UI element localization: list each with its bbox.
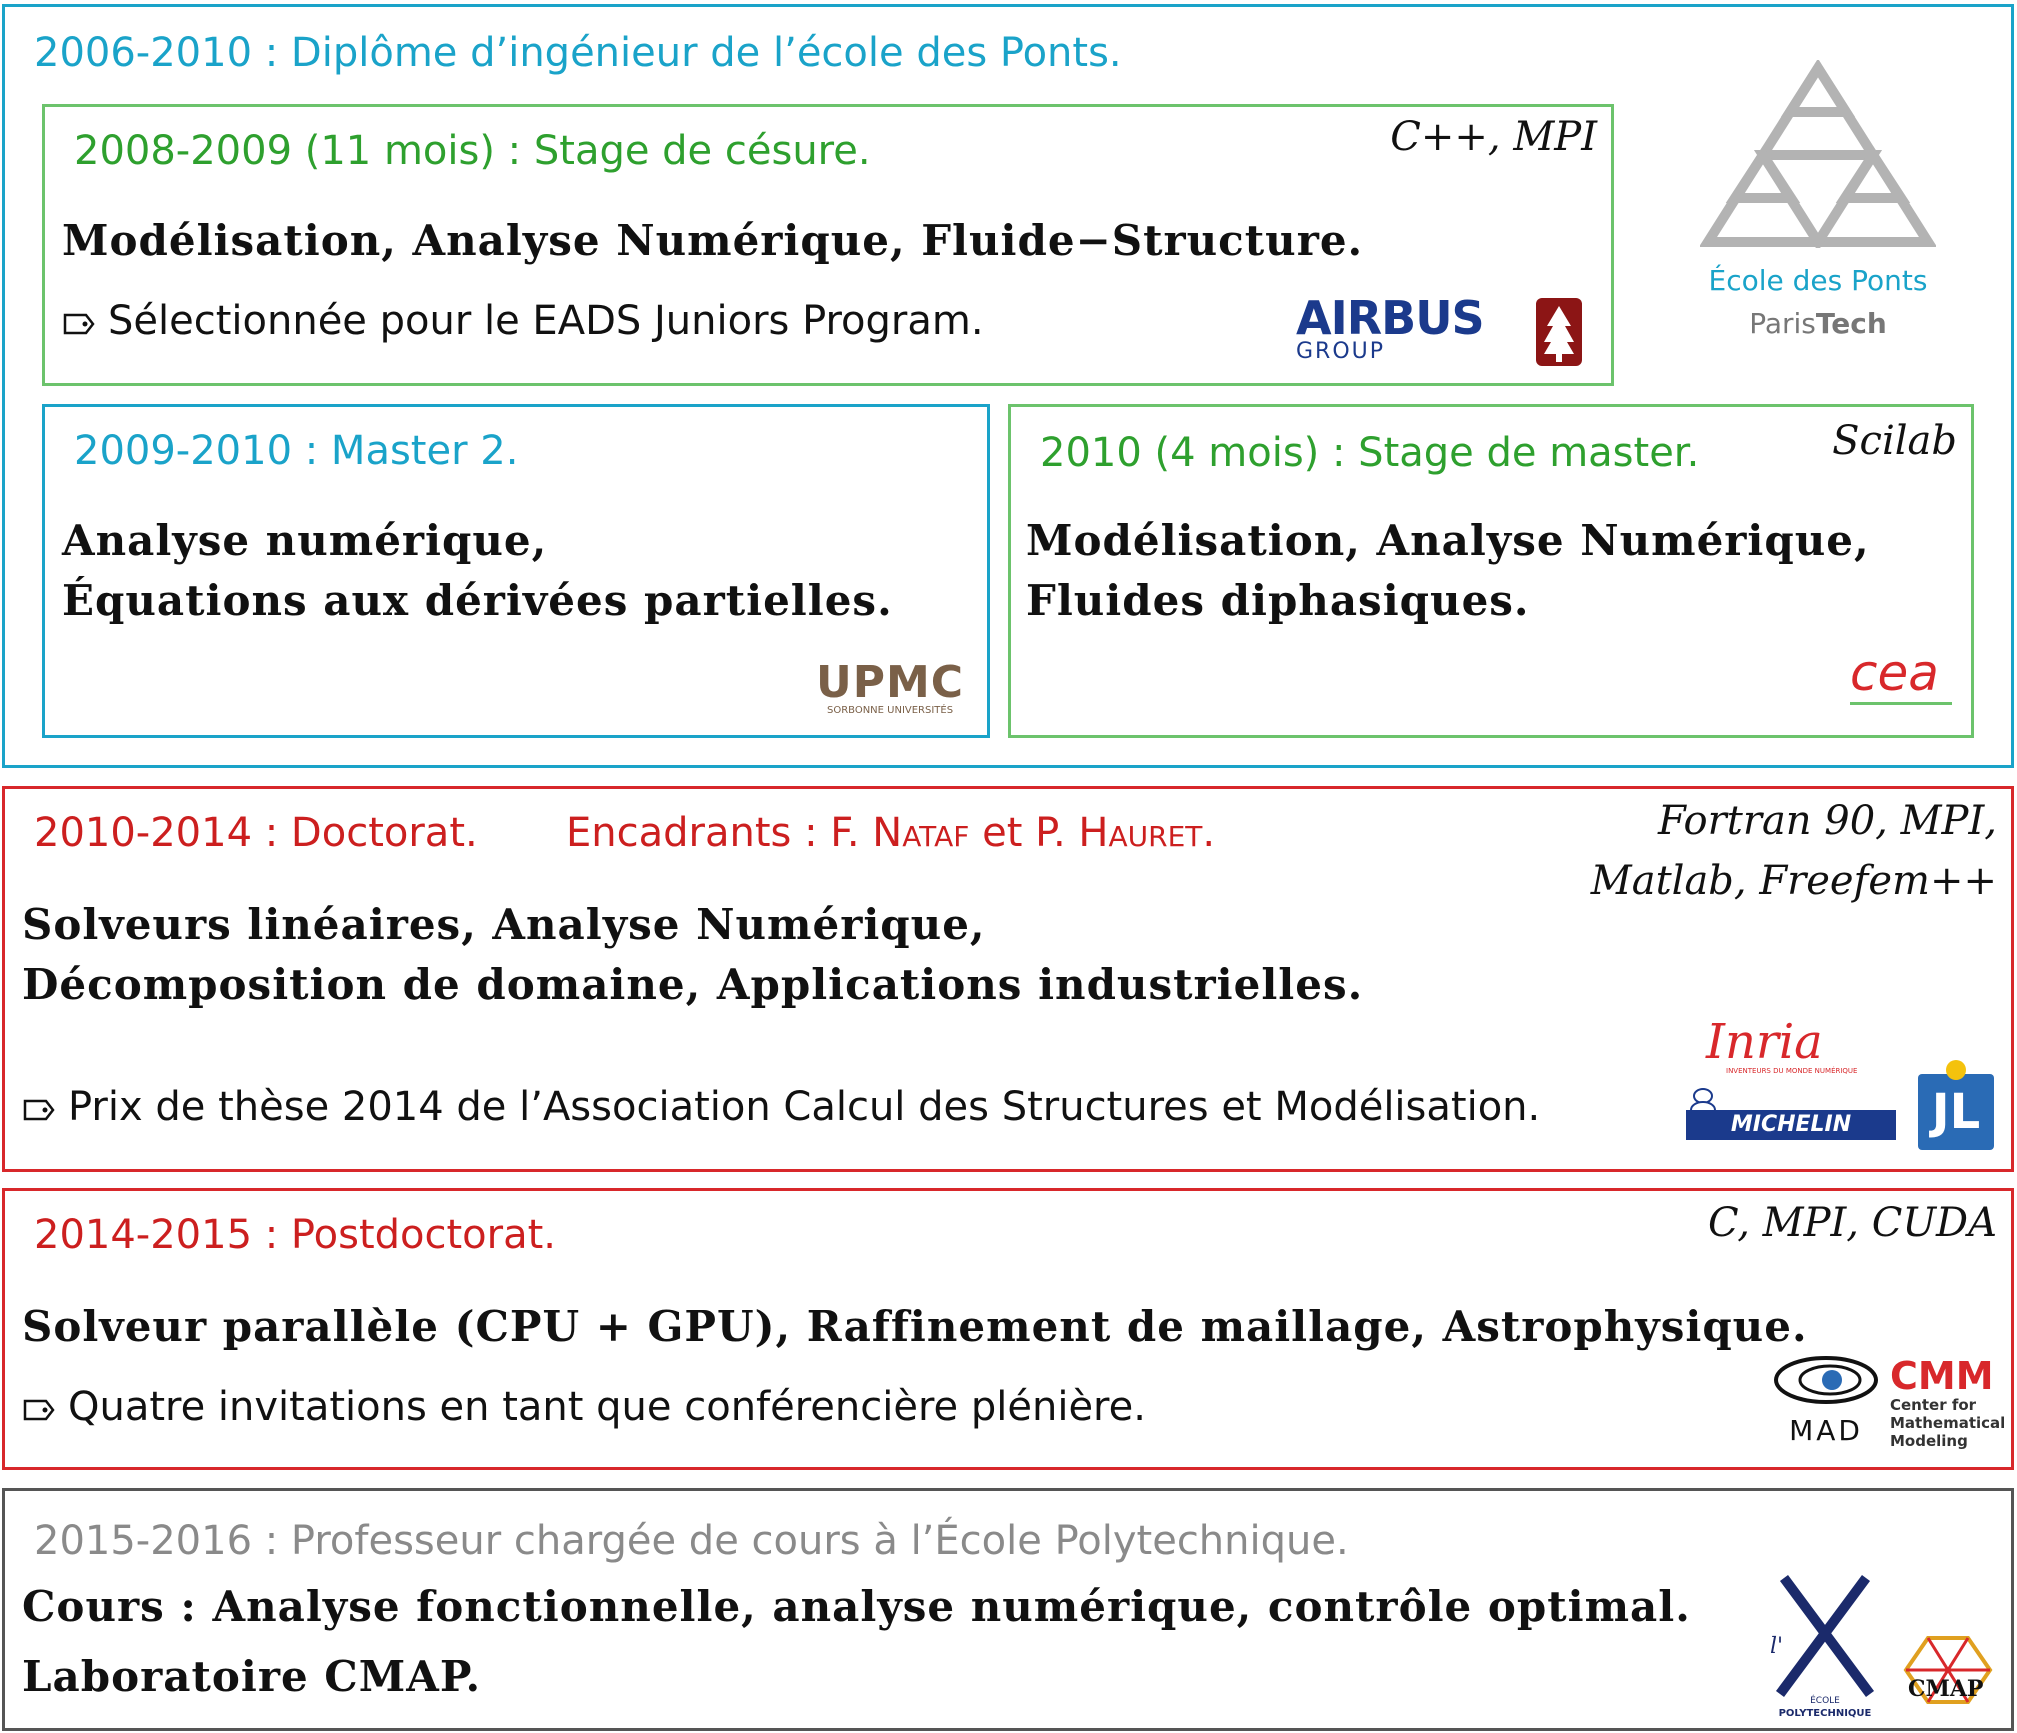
master2-topics-1: Analyse numérique, (62, 516, 548, 565)
cmap-logo (1898, 1630, 1998, 1710)
postdoc-header: 2014-2015 : Postdoctorat. (34, 1212, 556, 1258)
cesure-topics: Modélisation, Analyse Numérique, Fluide−Structure. (62, 216, 1364, 265)
polytechnique-topics-2: Laboratoire CMAP. (22, 1652, 482, 1701)
cea-logo-text: cea (1850, 644, 1939, 702)
ponts-logo-line1: École des Ponts (1708, 264, 1928, 297)
supervisors-mid: et P. (969, 810, 1079, 856)
stage-master-topics-2: Fluides diphasiques. (1026, 576, 1530, 625)
x-logo-sub2: POLYTECHNIQUE (1778, 1708, 1872, 1719)
cmm-logo-l2: Mathematical (1890, 1414, 2006, 1432)
tag-icon (22, 1086, 56, 1132)
michelin-logo-text: MICHELIN (1686, 1110, 1896, 1140)
doctorat-supervisors (566, 810, 1215, 856)
supervisors-prefix: Encadrants : F. (566, 810, 873, 856)
upmc-logo-sub: SORBONNE UNIVERSITÉS (826, 705, 954, 716)
tag-icon (62, 300, 96, 346)
cea-logo (1850, 644, 1952, 705)
x-logo-small: l' (1770, 1634, 1784, 1659)
ponts-logo-paris: Paris (1749, 307, 1816, 340)
airbus-logo-sub: GROUP (1296, 339, 1386, 364)
postdoc-note-text: Quatre invitations en tant que conférencière plénière. (68, 1384, 1146, 1430)
doctorat-tech-1: Fortran 90, MPI, (1657, 798, 1997, 844)
ponts-logo-tech: Tech (1815, 307, 1887, 340)
cesure-tech: C++, MPI (1390, 114, 1597, 160)
cmm-logo-l1: Center for (1890, 1396, 1977, 1414)
tag-icon (22, 1386, 56, 1432)
airbus-logo (1296, 291, 1484, 364)
x-icon (1770, 1572, 1880, 1702)
master2-topics-2: Équations aux dérivées partielles. (62, 576, 893, 625)
master2-header: 2009-2010 : Master 2. (74, 428, 519, 474)
ponts-logo-line2 (1700, 307, 1936, 340)
cmap-logo-text: CMAP (1908, 1676, 1984, 1702)
airbus-logo-text: AIRBUS (1296, 291, 1484, 345)
doctorat-topics-1: Solveurs linéaires, Analyse Numérique, (22, 900, 986, 949)
mad-logo (1770, 1350, 1882, 1447)
cmm-logo (1890, 1356, 2005, 1450)
ponts-logo (1700, 60, 1936, 340)
polytechnique-topics-1: Cours : Analyse fonctionnelle, analyse numérique, contrôle optimal. (22, 1582, 1691, 1631)
stage-master-topics-1: Modélisation, Analyse Numérique, (1026, 516, 1870, 565)
cesure-note-text: Sélectionnée pour le EADS Juniors Program. (108, 298, 984, 344)
postdoc-tech: C, MPI, CUDA (1708, 1200, 1997, 1246)
stage-master-header: 2010 (4 mois) : Stage de master. (1040, 430, 1700, 476)
cmm-logo-l3: Modeling (1890, 1432, 1968, 1450)
ponts-header: 2006-2010 : Diplôme d’ingénieur de l’école des Ponts. (34, 30, 1122, 76)
doctorat-topics-2: Décomposition de domaine, Applications industrielles. (22, 960, 1364, 1009)
stage-master-tech: Scilab (1832, 418, 1957, 464)
michelin-logo (1686, 1088, 1852, 1137)
upmc-logo-text: UPMC (816, 657, 965, 708)
polytechnique-header: 2015-2016 : Professeur chargée de cours à l’École Polytechnique. (34, 1518, 1349, 1564)
supervisor-hauret: Hauret (1078, 810, 1203, 856)
ponts-triangle-icon (1700, 60, 1936, 248)
cesure-header: 2008-2009 (11 mois) : Stage de césure. (74, 128, 871, 174)
doctorat-note-text: Prix de thèse 2014 de l’Association Calcul des Structures et Modélisation. (68, 1084, 1541, 1130)
upmc-logo (816, 657, 965, 718)
mad-orbit-icon (1770, 1350, 1882, 1410)
supervisor-nataf: Nataf (872, 810, 970, 856)
jl-logo-text: JL (1931, 1084, 1981, 1140)
inria-logo (1706, 1014, 1858, 1076)
doctorat-tech-2: Matlab, Freefem++ (1590, 858, 1997, 904)
postdoc-topics: Solveur parallèle (CPU + GPU), Raffinement de maillage, Astrophysique. (22, 1302, 1808, 1351)
doctorat-header: 2010-2014 : Doctorat. (34, 810, 478, 856)
doctorat-note (22, 1084, 1540, 1132)
mad-logo-text: MAD (1789, 1414, 1863, 1447)
cmm-logo-text: CMM (1890, 1354, 1994, 1398)
supervisors-end: . (1202, 810, 1216, 856)
inria-logo-text: Inria (1706, 1014, 1823, 1070)
inria-logo-sub: INVENTEURS DU MONDE NUMÉRIQUE (1726, 1067, 1858, 1075)
polytechnique-logo (1770, 1572, 1880, 1722)
postdoc-note (22, 1384, 1146, 1432)
x-logo-sub1: ÉCOLE (1810, 1696, 1840, 1706)
stanford-logo (1534, 296, 1584, 372)
jl-logo (1914, 1058, 1998, 1154)
cea-logo-underline (1850, 702, 1952, 705)
cesure-note (62, 298, 984, 346)
